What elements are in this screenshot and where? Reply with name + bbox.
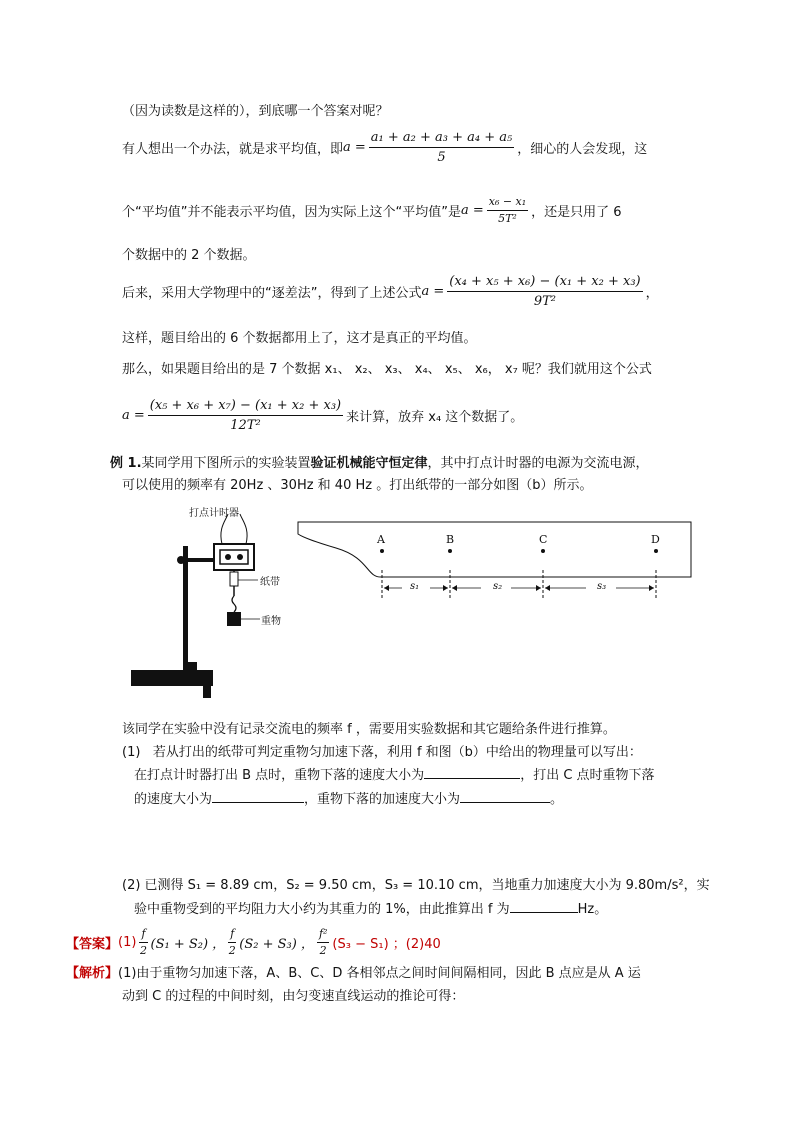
answer-part: (S₁ + S₂) ，: [150, 937, 226, 952]
para-line: （因为读数是这样的），到底哪一个答案对呢？: [122, 104, 389, 119]
numerator: f²: [317, 928, 329, 943]
numerator: f: [228, 928, 236, 943]
point-label-b: B: [446, 533, 455, 546]
figure-timer: [200, 500, 300, 640]
tape-clip: [230, 572, 238, 586]
point-label-a: A: [377, 533, 385, 546]
fraction: [369, 130, 514, 165]
numerator: f: [139, 928, 147, 943]
para-seven-data: [122, 398, 523, 433]
q1-line3: [134, 788, 563, 807]
timer-dot-1: [225, 554, 231, 560]
point-label-d: D: [651, 533, 660, 546]
fraction: [487, 196, 528, 225]
tape-outline: [298, 522, 691, 577]
numerator: (x₅ + x₆ + x₇) − (x₁ + x₂ + x₃): [148, 398, 343, 416]
numerator: x₆ − x₁: [487, 196, 528, 211]
question-intro: 该同学在实验中没有记录交流电的频率 f ，需要用实验数据和其它题给条件进行推算。: [122, 722, 616, 737]
para-fake-average: [122, 196, 622, 225]
formula-lhs: a =: [421, 284, 445, 299]
tape-point-d: [654, 549, 658, 553]
stand-foot: [183, 662, 197, 672]
q1-text: ，打出 C 点时重物下落: [520, 768, 655, 783]
para-text: 个“平均值”并不能表示平均值，因为实际上这个“平均值”是: [122, 205, 461, 220]
stand-base: [131, 670, 213, 686]
fraction: [317, 928, 329, 957]
timer-wire-2: [240, 514, 247, 544]
q1-line2: [134, 764, 655, 783]
timer-inner: [220, 550, 248, 564]
weight-hook: [232, 596, 236, 612]
denominator: 2: [228, 944, 236, 957]
formula-lhs: a =: [343, 140, 366, 155]
q2-text: Hz。: [577, 902, 608, 917]
weight-block: [227, 612, 241, 626]
answer-blank-vc[interactable]: [212, 790, 304, 803]
para-text: ，还是只用了 6: [531, 205, 622, 220]
answer-blank-acc[interactable]: [460, 790, 550, 803]
answer-part: (1): [118, 935, 137, 950]
para-line: 那么，如果题目给出的是 7 个数据 x₁、 x₂、 x₃、 x₄、 x₅、 x₆， x₇ 呢？我们就用这个公式: [122, 362, 652, 377]
table-leg: [203, 678, 211, 698]
point-label-c: C: [539, 533, 548, 546]
para-difference-method: [122, 274, 659, 309]
segment-label-s3: s₃: [597, 581, 607, 592]
para-line: 这样，题目给出的 6 个数据都用上了，这才是真正的平均值。: [122, 331, 477, 346]
answer-blank-vb[interactable]: [424, 766, 520, 779]
fraction: [228, 928, 236, 957]
numerator: (x₄ + x₅ + x₆) − (x₁ + x₂ + x₃): [447, 274, 642, 292]
para-text: 后来，采用大学物理中的“逐差法”，得到了上述公式: [122, 286, 422, 301]
denominator: 5T²: [498, 212, 517, 225]
fraction: [447, 274, 642, 309]
para-line: 个数据中的 2 个数据。: [122, 248, 256, 263]
fraction: [148, 398, 343, 433]
para-text: 有人想出一个办法，就是求平均值，即: [122, 142, 344, 157]
numerator: a₁ + a₂ + a₃ + a₄ + a₅: [369, 130, 514, 148]
segment-label-s1: s₁: [410, 581, 420, 592]
denominator: 2: [139, 944, 147, 957]
para-text: ，: [645, 286, 659, 301]
stand-pole: [183, 546, 188, 668]
timer-dot-2: [237, 554, 243, 560]
formula-lhs: a =: [460, 203, 484, 218]
analysis-line1: [66, 962, 641, 981]
q2-line2: [134, 898, 607, 917]
analysis-line2: 动到 C 的过程的中间时刻，由匀变速直线运动的推论可得：: [122, 989, 465, 1004]
weight-label: 重物: [261, 616, 281, 627]
q1-text: 在打点计时器打出 B 点时，重物下落的速度大小为: [134, 768, 425, 783]
q1-text: 的速度大小为: [134, 792, 213, 807]
segment-label-s2: s₂: [493, 581, 503, 592]
q2-line1: (2) 已测得 S₁ = 8.89 cm，S₂ = 9.50 cm，S₃ = 10.10 cm，当地重力加速度大小为 9.80m/s²，实: [122, 878, 710, 893]
q1-text: ，重物下落的加速度大小为: [304, 792, 461, 807]
timer-label: 打点计时器: [189, 508, 239, 519]
denominator: 9T²: [533, 294, 557, 309]
denominator: 5: [437, 150, 446, 165]
q1-text: 。: [550, 792, 564, 807]
tape-point-b: [448, 549, 452, 553]
para-text: 来计算，放弃 x₄ 这个数据了。: [346, 410, 524, 425]
analysis-text: (1)由于重物匀加速下落，A、B、C、D 各相邻点之间时间间隔相同，因此 B 点应是从 A 运: [118, 966, 641, 981]
example-text: 某同学用下图所示的实验装置: [141, 456, 311, 471]
q1-label: (1): [122, 745, 141, 760]
figure-tape: [296, 518, 696, 608]
q2-text: 验中重物受到的平均阻力大小约为其重力的 1%，由此推算出 f 为: [134, 902, 510, 917]
example-text: ，其中打点计时器的电源为交流电源，: [427, 456, 649, 471]
example-topic: 验证机械能守恒定律: [310, 456, 428, 471]
analysis-label: 【解析】: [66, 966, 119, 981]
tape-point-a: [380, 549, 384, 553]
example-label: 例 1.: [110, 456, 142, 471]
denominator: 2: [319, 944, 327, 957]
answer-blank-freq[interactable]: [510, 900, 578, 913]
denominator: 12T²: [230, 418, 261, 433]
q1-line1: [122, 741, 642, 760]
q1-text: 若从打出的纸带可判定重物匀加速下落，利用 f 和图（b）中给出的物理量可以写出：: [152, 745, 642, 760]
example-heading: [110, 452, 649, 471]
answer-part: (S₂ + S₃) ，: [239, 937, 314, 952]
tape-label: 纸带: [260, 577, 280, 588]
formula-lhs: a =: [122, 408, 145, 423]
answer-part: (S₃ − S₁) ；(2)40: [332, 937, 441, 952]
answer-line: [66, 928, 441, 957]
fraction: [139, 928, 147, 957]
para-average: [122, 130, 647, 165]
answer-label: 【答案】: [66, 937, 119, 952]
para-text: ，细心的人会发现，这: [517, 142, 648, 157]
example-line: 可以使用的频率有 20Hz 、30Hz 和 40 Hz 。打出纸带的一部分如图（b）所示。: [122, 478, 593, 493]
tape-point-c: [541, 549, 545, 553]
